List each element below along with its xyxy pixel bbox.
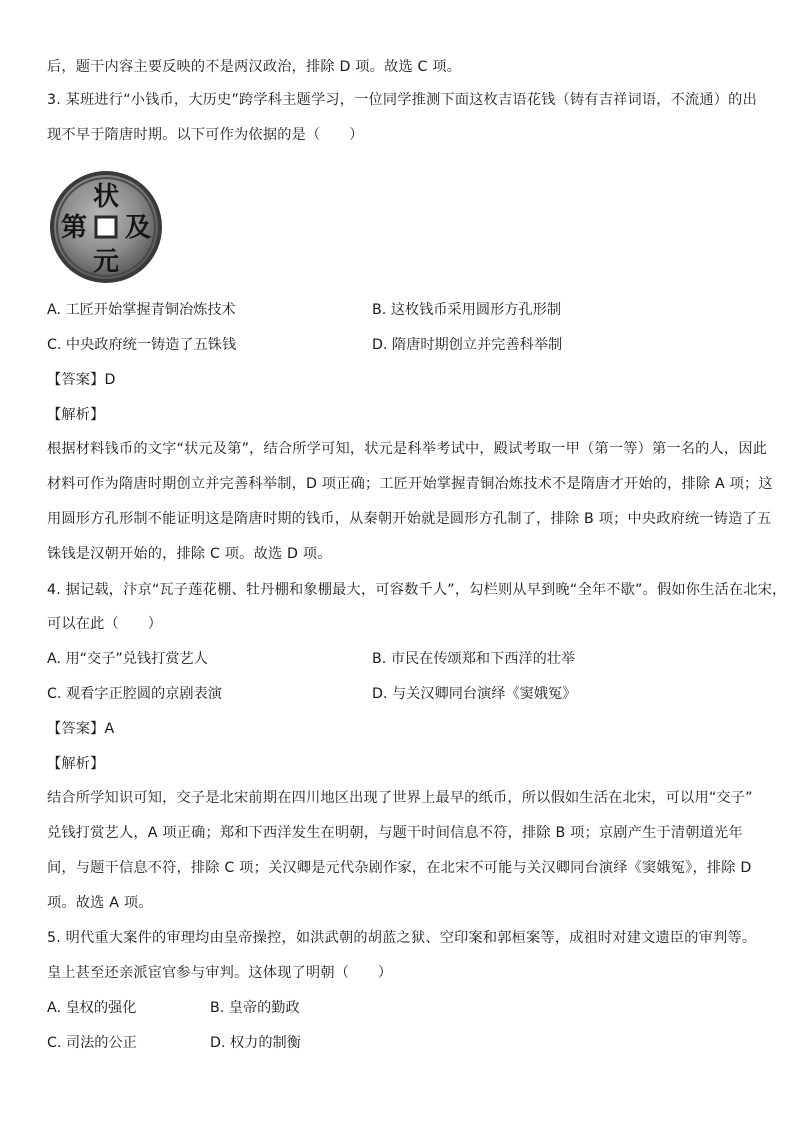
q4-option-c: C. 观看字正腔圆的京剧表演 — [47, 686, 222, 702]
q5-option-c: C. 司法的公正 — [47, 1035, 137, 1051]
q4-analysis-line: 结合所学知识可知，交子是北宋前期在四川地区出现了世界上最早的纸币，所以假如生活在北宋，可以用“交子” — [47, 790, 753, 806]
coin-char-right: 及 — [124, 213, 152, 243]
q4-option-d: D. 与关汉卿同台演绎《窦娥冤》 — [372, 686, 577, 702]
q4-answer: 【答案】A — [47, 721, 115, 737]
coin-image — [49, 170, 163, 284]
coin-char-left: 第 — [60, 213, 88, 243]
q4-analysis-label: 【解析】 — [47, 756, 105, 772]
q3-option-c: C. 中央政府统一铸造了五铢钱 — [47, 337, 237, 353]
q5-option-a: A. 皇权的强化 — [47, 1000, 137, 1016]
q4-option-b: B. 市民在传颂郑和下西洋的壮举 — [372, 651, 576, 667]
q3-option-a: A. 工匠开始掌握青铜冶炼技术 — [47, 302, 236, 318]
q4-stem-line1: 4. 据记载，汴京“瓦子莲花棚、牡丹棚和象棚最大，可容数千人”，勾栏则从早到晚“全年不歇”。假如你生活在北宋， — [47, 582, 787, 598]
intro-text: 后，题干内容主要反映的不是两汉政治，排除 D 项。故选 C 项。 — [47, 59, 462, 75]
coin-char-top: 状 — [92, 182, 120, 212]
q4-analysis-line: 项。故选 A 项。 — [47, 895, 153, 911]
q3-option-d: D. 隋唐时期创立并完善科举制 — [372, 337, 563, 353]
q5-option-d: D. 权力的制衡 — [210, 1035, 301, 1051]
q5-stem-line2: 皇上甚至还亲派宦官参与审判。这体现了明朝（ ） — [47, 965, 393, 981]
q5-option-b: B. 皇帝的勤政 — [210, 1000, 300, 1016]
q3-analysis-line: 材料可作为隋唐时期创立并完善科举制，D 项正确；工匠开始掌握青铜冶炼技术不是隋唐才开始的，排除 A 项；这 — [47, 476, 773, 492]
q5-stem-line1: 5. 明代重大案件的审理均由皇帝操控，如洪武朝的胡蓝之狱、空印案和郭桓案等，成祖时对建文遗臣的审判等。 — [47, 930, 757, 946]
q3-stem-line1: 3. 某班进行“小钱币，大历史”跨学科主题学习，一位同学推测下面这枚吉语花钱（铸有吉祥词语，不流通）的出 — [47, 92, 757, 108]
q3-analysis-line: 用圆形方孔形制不能证明这是隋唐时期的钱币，从秦朝开始就是圆形方孔制了，排除 B 项；中央政府统一铸造了五 — [47, 511, 772, 527]
q4-stem-line2: 可以在此（ ） — [47, 616, 163, 632]
q3-stem-line2: 现不早于隋唐时期。以下可作为依据的是（ ） — [47, 127, 364, 143]
q4-option-a: A. 用“交子”兑钱打赏艺人 — [47, 651, 208, 667]
q3-analysis-label: 【解析】 — [47, 407, 105, 423]
coin-char-bottom: 元 — [92, 247, 120, 277]
q4-analysis-line: 间，与题干信息不符，排除 C 项；关汉卿是元代杂剧作家，在北宋不可能与关汉卿同台演绎《窦娥冤》，排除 D — [47, 860, 752, 876]
q3-option-b: B. 这枚钱币采用圆形方孔形制 — [372, 302, 562, 318]
q3-answer: 【答案】D — [47, 372, 116, 388]
q4-analysis-line: 兑钱打赏艺人，A 项正确；郑和下西洋发生在明朝，与题干时间信息不符，排除 B 项；京剧产生于清朝道光年 — [47, 825, 743, 841]
q3-analysis-line: 根据材料钱币的文字“状元及第”，结合所学可知，状元是科举考试中，殿试考取一甲（第一等）第一名的人，因此 — [47, 441, 768, 457]
q3-analysis-line: 铢钱是汉朝开始的，排除 C 项。故选 D 项。 — [47, 546, 332, 562]
